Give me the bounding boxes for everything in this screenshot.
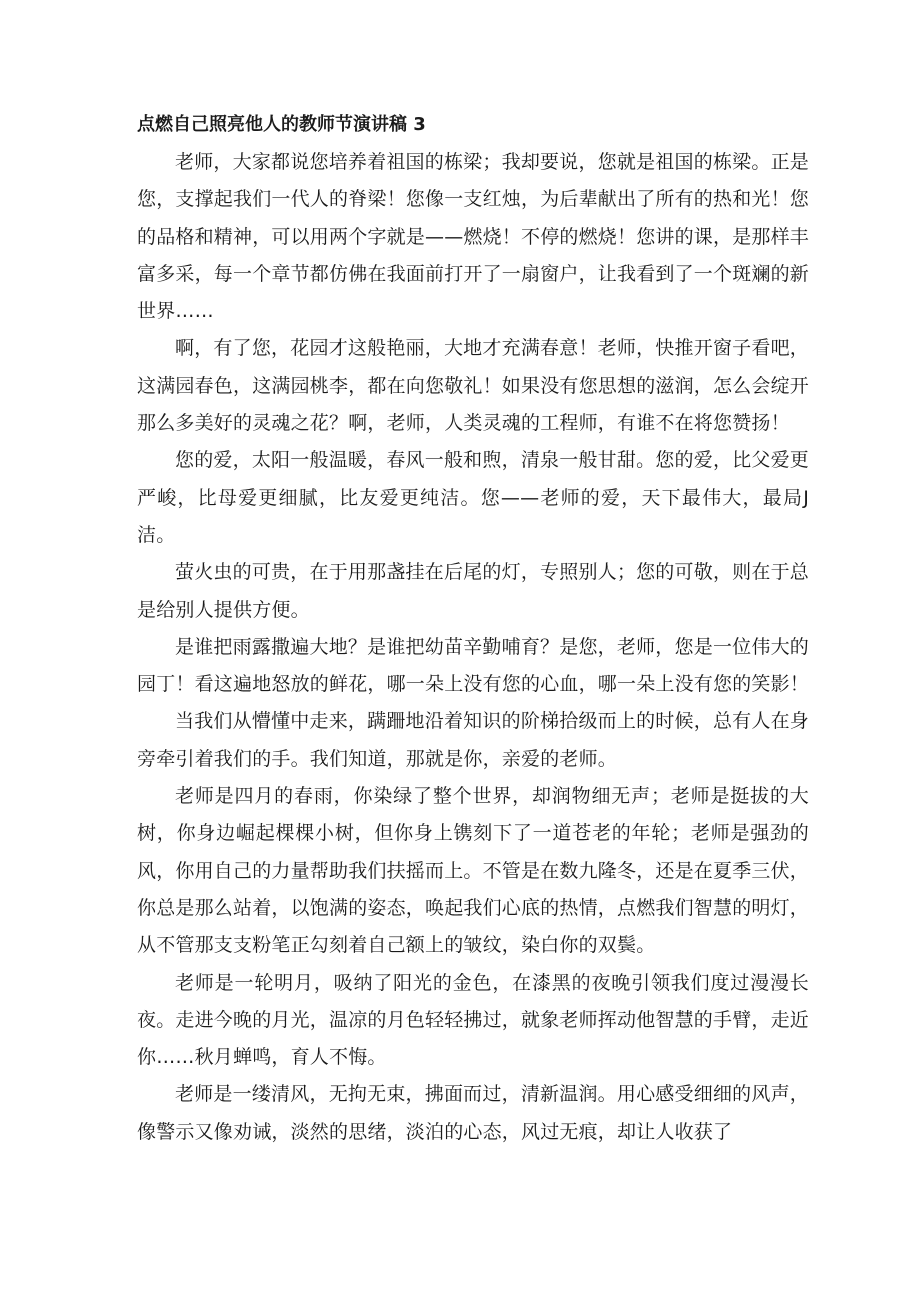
document-page <box>137 110 809 1151</box>
paragraph: 萤火虫的可贵，在于用那盏挂在后尾的灯，专照别人；您的可敬，则在于总是给别人提供方便。 <box>137 561 809 621</box>
paragraph: 您的爱，太阳一般温暖，春风一般和煦，清泉一般甘甜。您的爱，比父爱更严峻，比母爱更细腻，比友爱更纯洁。您——老师的爱，天下最伟大，最局J洁。 <box>137 449 809 546</box>
paragraph: 是谁把雨露撒遍大地？是谁把幼苗辛勤哺育？是您，老师，您是一位伟大的园丁！看这遍地怒放的鲜花，哪一朵上没有您的心血，哪一朵上没有您的笑影！ <box>137 635 810 696</box>
document-title: 点燃自己照亮他人的教师节演讲稿 3 <box>137 114 426 135</box>
paragraph: 老师是一轮明月，吸纳了阳光的金色，在漆黑的夜晚引领我们度过漫漫长夜。走进今晚的月光，温凉的月色轻轻拂过，就象老师挥动他智慧的手臂，走近你……秋月蝉鸣，育人不悔。 <box>137 971 810 1069</box>
paragraph: 当我们从懵懂中走来，蹒跚地沿着知识的阶梯拾级而上的时候，总有人在身旁牵引着我们的手。我们知道，那就是你，亲爱的老师。 <box>137 710 809 770</box>
paragraph: 老师是一缕清风，无拘无束，拂面而过，清新温润。用心感受细细的风声，像警示又像劝诫，淡然的思绪，淡泊的心态，风过无痕，却让人收获了 <box>137 1083 809 1143</box>
paragraph: 老师是四月的春雨，你染绿了整个世界，却润物细无声；老师是挺拔的大树，你身边崛起棵棵小树，但你身上镌刻下了一道苍老的年轮；老师是强劲的风，你用自己的力量帮助我们扶摇而上。不管是在数九隆冬，还是在夏季三伏，你总是那么站着，以饱满的姿态，唤起我们心底的热情，点燃我们智慧的明灯，从不管那支支粉笔正勾刻着自己额上的皱纹，染白你的双鬓。 <box>137 785 810 957</box>
paragraph: 老师，大家都说您培养着祖国的栋梁；我却要说，您就是祖国的栋梁。正是您，支撑起我们一代人的脊梁！您像一支红烛，为后辈献出了所有的热和光！您的品格和精神，可以用两个字就是——燃烧！不停的燃烧！您讲的课，是那样丰富多采，每一个章节都仿佛在我面前打开了一扇窗户，让我看到了一个斑斓的新世界…… <box>137 151 810 323</box>
paragraph: 啊，有了您，花园才这般艳丽，大地才充满春意！老师，快推开窗子看吧，这满园春色，这满园桃李，都在向您敬礼！如果没有您思想的滋润，怎么会绽开那么多美好的灵魂之花？啊，老师，人类灵魂的工程师，有谁不在将您赞扬！ <box>137 337 810 435</box>
